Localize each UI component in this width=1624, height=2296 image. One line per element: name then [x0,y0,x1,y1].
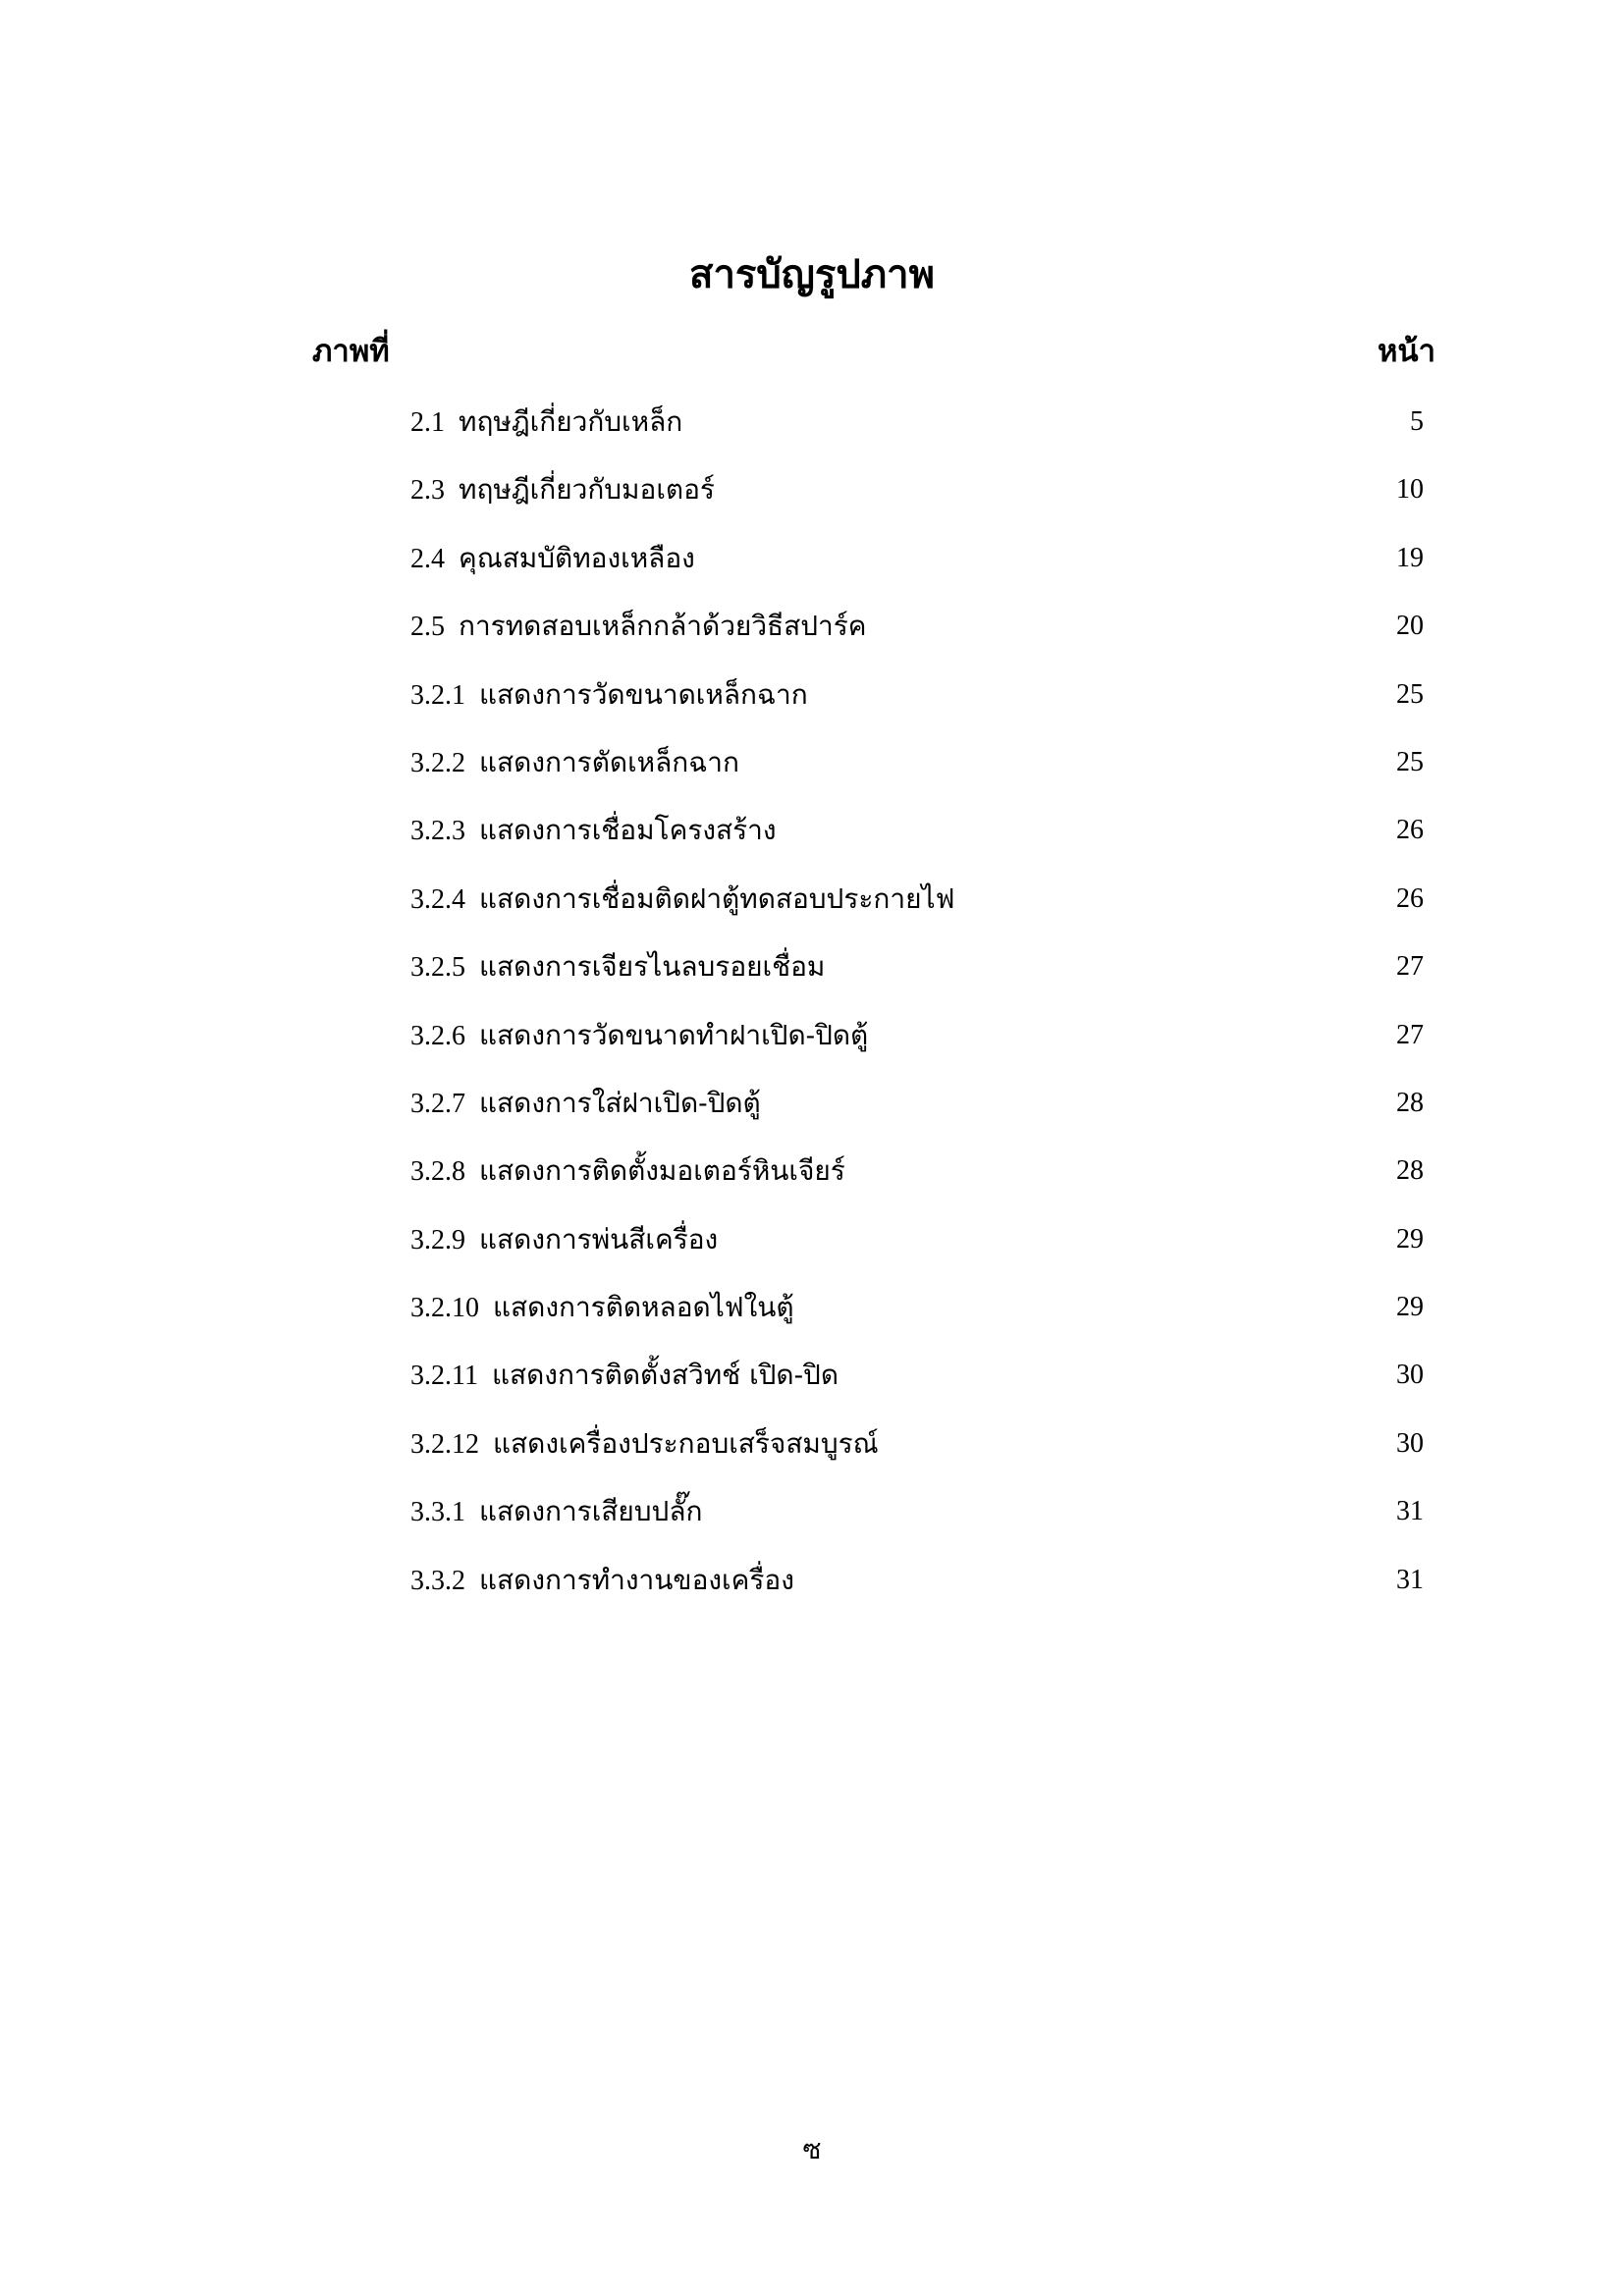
figure-page-number: 5 [1410,406,1424,437]
figure-title: แสดงการติดตั้งสวิทช์ เปิด-ปิด [491,1359,839,1392]
figure-number: 3.2.3 [410,816,465,847]
figure-title: แสดงการเชื่อมติดฝาตู้ทดสอบประกายไฟ [479,881,955,915]
figure-page-number: 25 [1396,678,1424,710]
figure-number: 3.2.7 [410,1088,465,1119]
figure-page-number: 31 [1396,1564,1424,1595]
figure-number: 3.2.11 [410,1361,478,1392]
figure-title: แสดงการพ่นสีเครื่อง [479,1222,719,1255]
list-item [410,400,1432,468]
figure-page-number: 27 [1396,951,1424,983]
list-item [410,1354,1432,1421]
list-item [410,1490,1432,1558]
figure-page-number: 25 [1396,746,1424,777]
figure-page-number: 10 [1396,474,1424,506]
column-header-figure: ภาพที่ [312,334,390,369]
figure-number: 3.3.2 [410,1565,465,1596]
list-item [410,673,1432,741]
figure-page-number: 30 [1396,1427,1424,1459]
figure-title: แสดงการเสียบปลั๊ก [479,1495,703,1528]
column-header-page: หน้า [1377,334,1435,369]
list-item [410,809,1432,877]
figure-number: 3.2.5 [410,952,465,984]
list-item [410,945,1432,1013]
figure-page-number: 26 [1396,882,1424,914]
figure-number: 2.5 [410,612,445,643]
figure-title: ทฤษฎีเกี่ยวกับมอเตอร์ [459,473,715,507]
figure-page-number: 27 [1396,1019,1424,1050]
figure-page-number: 29 [1396,1292,1424,1323]
figure-number: 2.1 [410,407,445,438]
figure-number: 2.3 [410,475,445,507]
list-item [410,1082,1432,1149]
list-item [410,1422,1432,1490]
figure-title: คุณสมบัติทองเหลือง [459,541,695,574]
figure-number: 3.2.9 [410,1224,465,1255]
figure-title: แสดงการติดตั้งมอเตอร์หินเจียร์ [479,1154,845,1188]
figure-number: 3.2.4 [410,883,465,915]
figure-page-number: 28 [1396,1087,1424,1118]
figure-page-number: 30 [1396,1360,1424,1391]
list-item [410,741,1432,809]
list-item [410,1014,1432,1082]
figure-number: 3.2.8 [410,1156,465,1188]
figure-number: 3.2.1 [410,679,465,711]
list-item [410,1218,1432,1286]
figure-title: แสดงการติดหลอดไฟในตู้ [493,1291,794,1324]
list-item [410,468,1432,536]
figure-page-number: 31 [1396,1496,1424,1527]
figure-title: แสดงการทำงานของเครื่อง [479,1563,794,1596]
list-item [410,1149,1432,1217]
list-item [410,1286,1432,1354]
figure-title: ทฤษฎีเกี่ยวกับเหล็ก [459,405,683,438]
figure-number: 2.4 [410,543,445,574]
figure-title: แสดงการใส่ฝาเปิด-ปิดตู้ [479,1086,761,1119]
figure-title: แสดงการวัดขนาดทำฝาเปิด-ปิดตู้ [479,1018,869,1051]
figure-list [410,400,1432,1627]
figure-title: แสดงการเจียรไนลบรอยเชื่อม [479,950,826,984]
figure-title: แสดงการเชื่อมโครงสร้าง [479,814,777,847]
figure-page-number: 26 [1396,815,1424,846]
figure-number: 3.2.2 [410,747,465,778]
list-item [410,605,1432,672]
figure-title: แสดงเครื่องประกอบเสร็จสมบูรณ์ [493,1426,879,1460]
figure-number: 3.2.10 [410,1293,479,1324]
list-item [410,878,1432,945]
figure-page-number: 29 [1396,1223,1424,1255]
figure-title: การทดสอบเหล็กกล้าด้วยวิธีสปาร์ค [459,610,867,643]
page-title: สารบัญรูปภาพ [689,251,935,297]
figure-number: 3.2.6 [410,1020,465,1051]
figure-page-number: 19 [1396,542,1424,573]
figure-title: แสดงการวัดขนาดเหล็กฉาก [479,677,808,711]
list-item [410,537,1432,605]
figure-page-number: 28 [1396,1155,1424,1187]
figure-number: 3.2.12 [410,1428,479,1460]
figure-page-number: 20 [1396,611,1424,642]
page-number: ซ [802,2133,822,2165]
figure-number: 3.3.1 [410,1497,465,1528]
list-item [410,1559,1432,1627]
figure-title: แสดงการตัดเหล็กฉาก [479,745,739,778]
